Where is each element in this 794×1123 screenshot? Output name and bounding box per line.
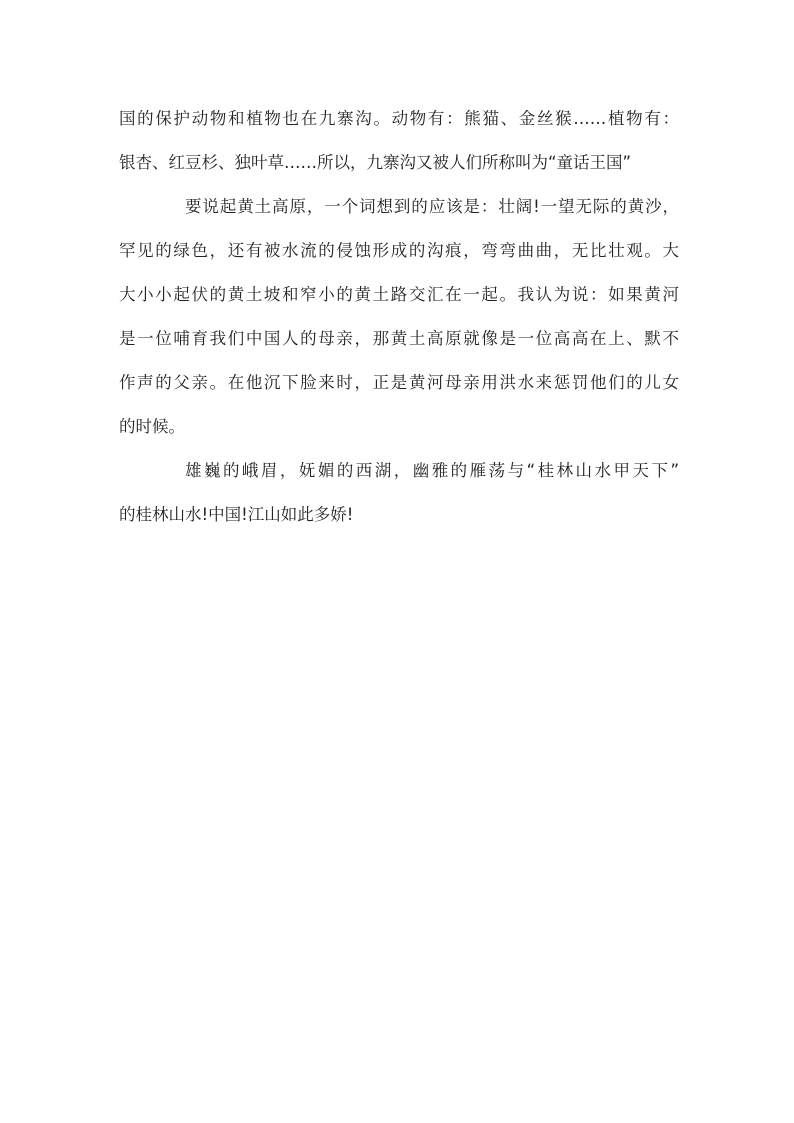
paragraph-jiuzhaigou-end (119, 97, 679, 185)
text-line: 的时候。 (119, 417, 185, 436)
text-line: 要说起黄土高原，一个词想到的应该是：壮阔!一望无际的黄沙， (185, 197, 679, 216)
text-line: 银杏、红豆杉、独叶草……所以，九寨沟又被人们所称叫为“童话王国” (119, 153, 632, 172)
text-line: 的桂林山水!中国!江山如此多娇! (119, 505, 354, 524)
text-line: 是一位哺育我们中国人的母亲，那黄土高原就像是一位高高在上、默不 (119, 329, 679, 348)
document-body (119, 97, 679, 537)
text-line: 大小小起伏的黄土坡和窄小的黄土路交汇在一起。我认为说：如果黄河 (119, 285, 679, 304)
paragraph-landscapes (119, 449, 679, 537)
text-line: 雄巍的峨眉，妩媚的西湖，幽雅的雁荡与“桂林山水甲天下” (185, 461, 679, 480)
text-line: 作声的父亲。在他沉下脸来时，正是黄河母亲用洪水来惩罚他们的儿女 (119, 373, 679, 392)
text-line: 罕见的绿色，还有被水流的侵蚀形成的沟痕，弯弯曲曲，无比壮观。大 (119, 241, 679, 260)
text-line: 国的保护动物和植物也在九寨沟。动物有：熊猫、金丝猴……植物有： (119, 109, 679, 128)
paragraph-loess-plateau (119, 185, 679, 449)
